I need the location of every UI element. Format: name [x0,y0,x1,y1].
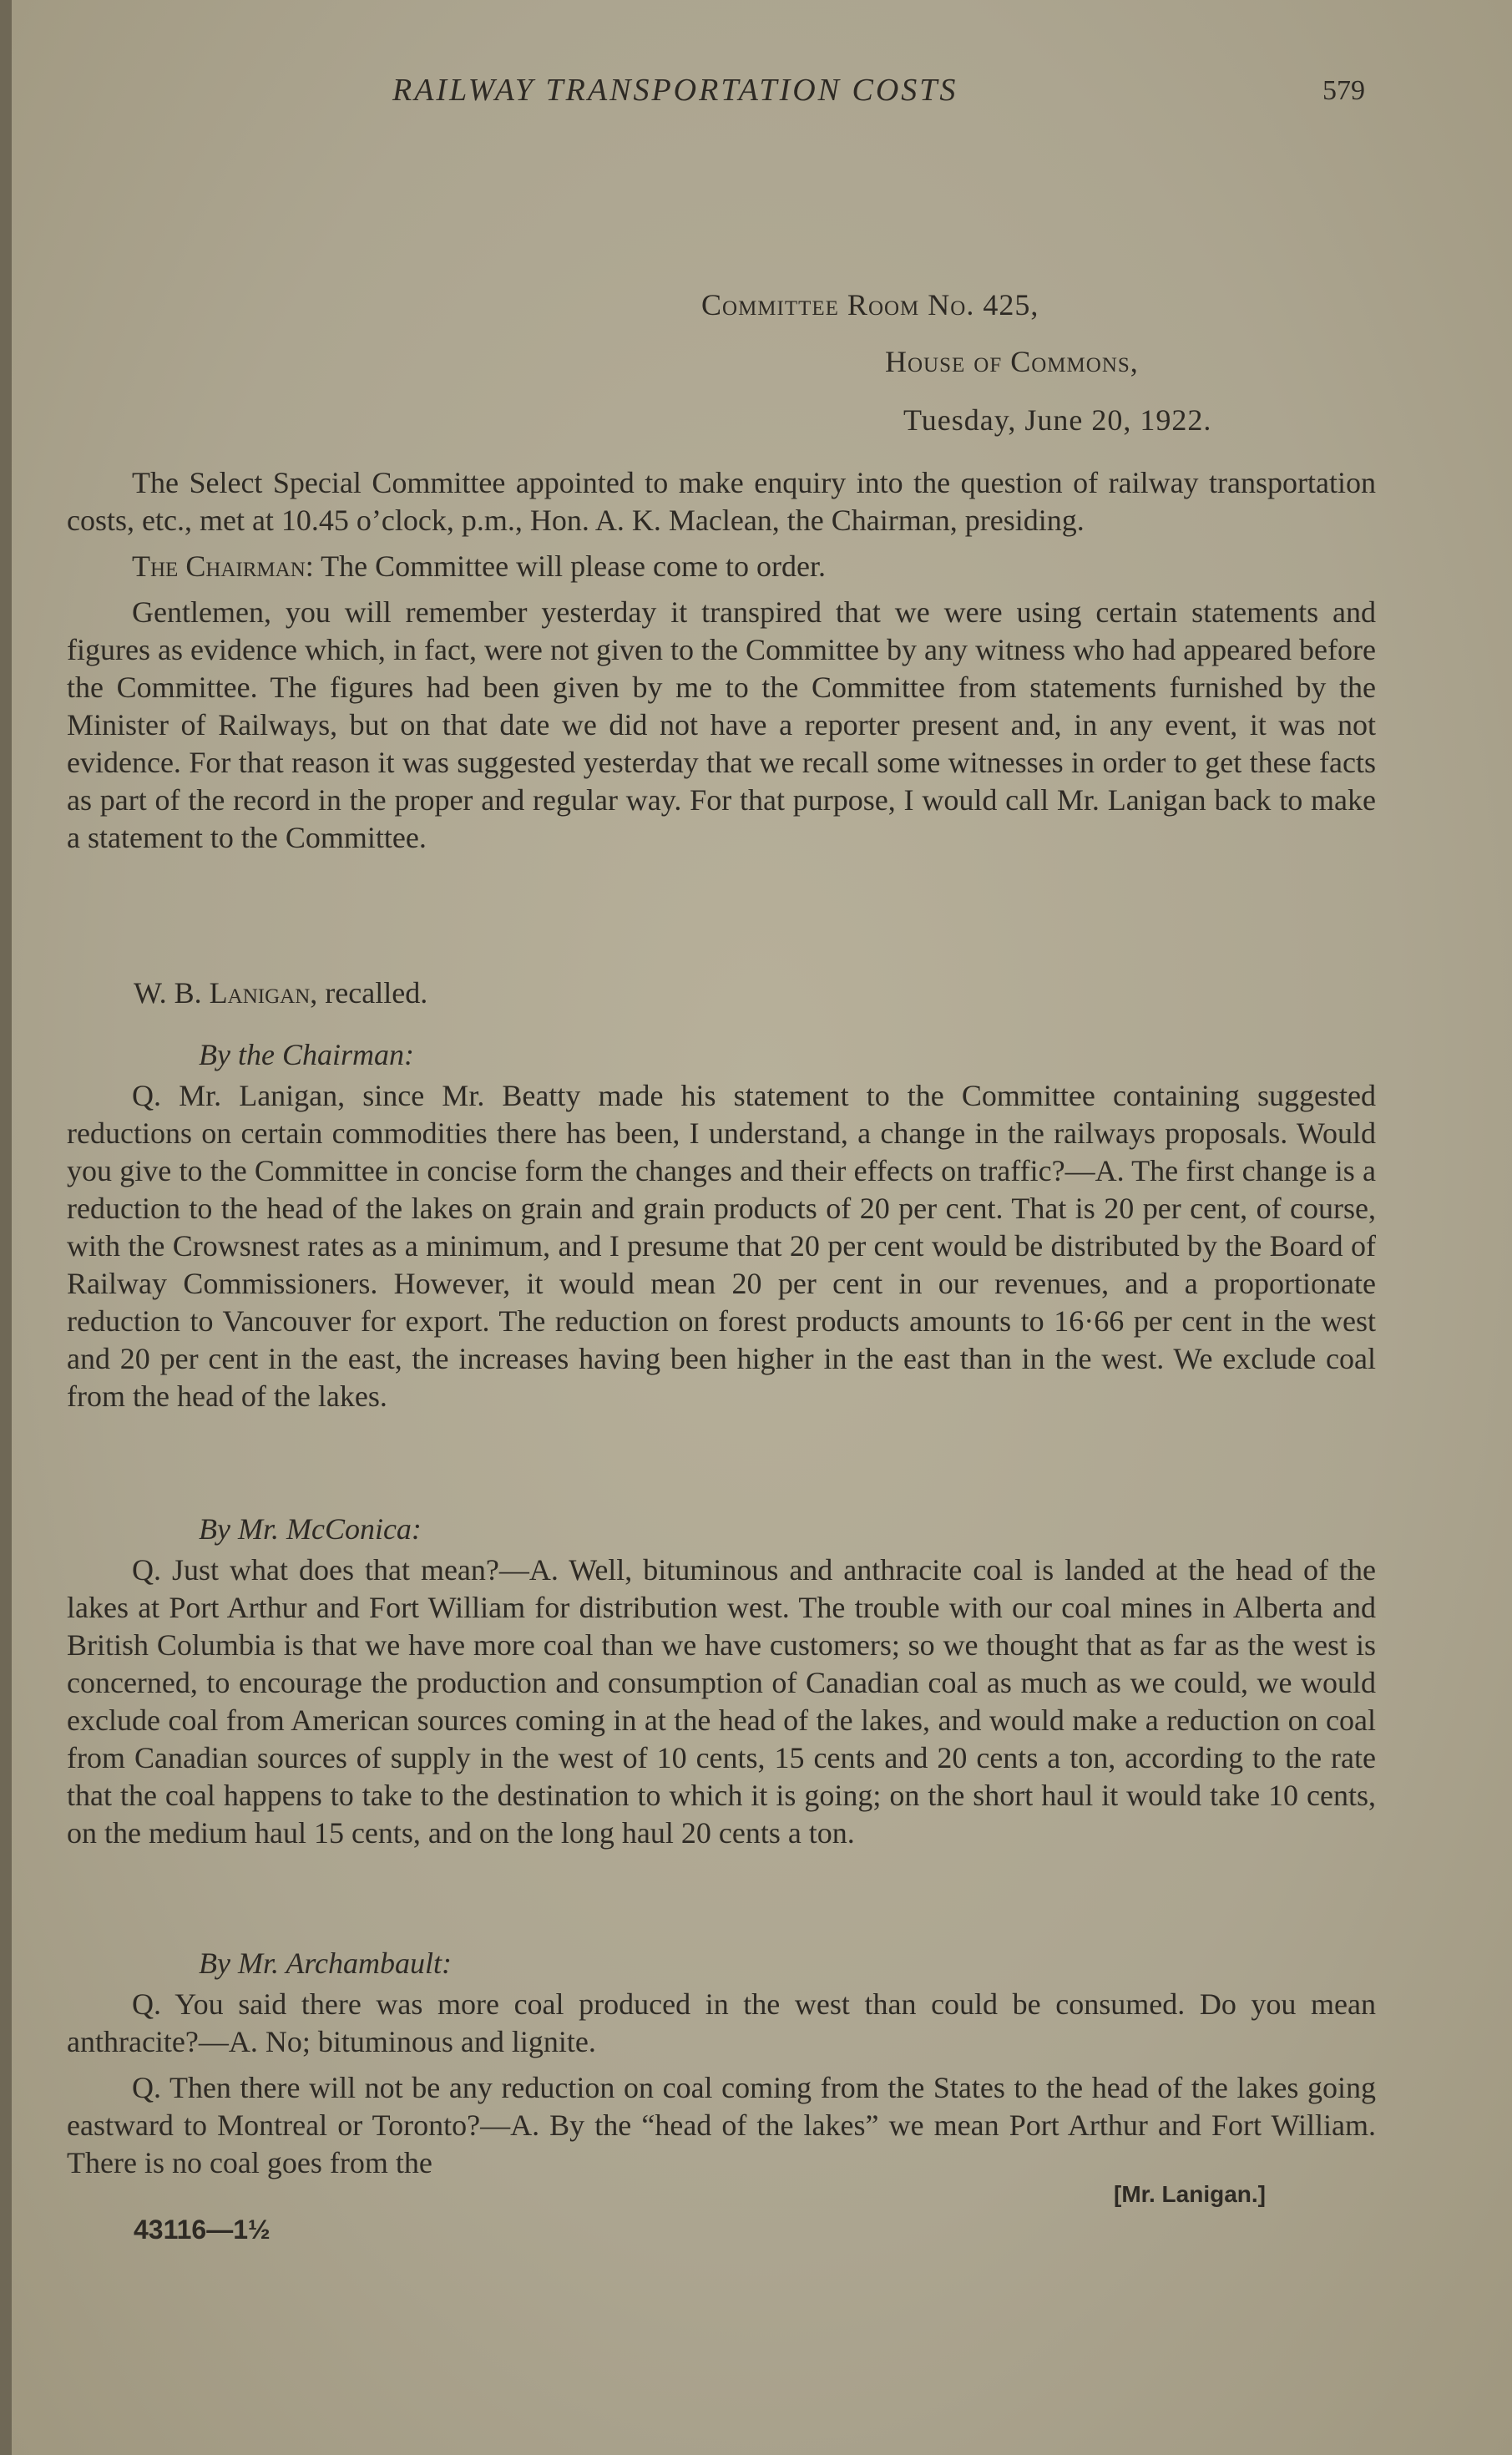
dateline-room: Committee Room No. 425, [701,288,1039,321]
archambault-question-1: Q. You said there was more coal produced in the west than could be consumed. Do you mean anthracite?—A. No; bituminous and lignite. [67,1987,1376,2058]
intro-paragraph: The Select Special Committee appointed to make enquiry into the question of railway transportation costs, etc., met at 10.45 o’clock, p.m., Hon. A. K. Maclean, the Chairman, presiding. [67,466,1376,537]
section-mcconica [67,1551,1376,1860]
witness-name: W. B. Lanigan, [134,976,318,1010]
byline-archambault: By Mr. Archambault: [199,1946,452,1980]
archambault-question-2: Q. Then there will not be any reduction on coal coming from the States to the head of the lakes going eastward to Montreal or Toronto?—A. By the “head of the lakes” we mean Port Arthur and Fort William. There is no coal goes from the [67,2071,1376,2179]
chairman-question: Q. Mr. Lanigan, since Mr. Beatty made his statement to the Committee containing suggested reductions on certain commodities there has been, I understand, a change in the railways proposals. Would you give to the Committee in concise form the changes and their effects on traffic?—A. The first change is a reduction to the head of the lakes on grain and grain products of 20 per cent. That is 20 per cent, of course, with the Crowsnest rates as a minimum, and I presume that 20 per cent would be distributed by the Board of Railway Commissioners. However, it would mean 20 per cent in our revenues, and a proportionate reduction to Vancouver for export. The reduction on forest products amounts to 16·66 per cent in the west and 20 per cent in the east, the increases having been higher in the east than in the west. We exclude coal from the head of the lakes. [67,1079,1376,1413]
sheet-number: 43116—1½ [134,2215,271,2245]
mcconica-question: Q. Just what does that mean?—A. Well, bituminous and anthracite coal is landed at the head of the lakes at Port Arthur and Fort William for distribution west. The trouble with our coal mines in Alberta and British Columbia is that we have more coal than we have customers; so we thought that as far as the west is concerned, to encourage the production and consumption of Canadian coal as much as we could, we would exclude coal from American sources coming in at the head of the lakes, and would make a reduction on coal from Canadian sources of supply in the west of 10 cents, 15 cents and 20 cents a ton, according to the rate that the coal happens to take to the destination to which it is going; on the short haul it would take 10 cents, on the medium haul 15 cents, and on the long haul 20 cents a ton. [67,1553,1376,1850]
chairman-statement: Gentlemen, you will remember yesterday it transpired that we were using certain statements and figures as evidence which, in fact, were not given to the Committee by any witness who had appeared before the Committee. The figures had been given by me to the Committee from statements furnished by the Minister of Railways, but on that date we did not have a reporter present and, in any event, it was not evidence. For that reason it was suggested yesterday that we recall some witnesses in order to get these facts as part of the record in the proper and regular way. For that purpose, I would call Mr. Lanigan back to make a statement to the Committee. [67,595,1376,854]
chairman-opening-text: The Committee will please come to order. [321,549,826,583]
chairman-speaker: The Chairman: [132,549,314,583]
intro-block [67,464,1376,865]
witness-status: recalled. [325,976,428,1010]
running-head: RAILWAY TRANSPORTATION COSTS [392,73,958,108]
dateline-date: Tuesday, June 20, 1922. [903,403,1212,437]
chairman-opening [67,548,1376,585]
dateline-house: House of Commons, [885,345,1139,378]
page-number: 579 [1322,75,1365,106]
byline-chairman: By the Chairman: [199,1038,414,1071]
section-archambault [67,1986,1376,2190]
byline-mcconica: By Mr. McConica: [199,1512,422,1546]
speaker-attribution: [Mr. Lanigan.] [1114,2181,1266,2207]
section-chairman [67,1077,1376,1424]
witness-heading [134,975,427,1010]
